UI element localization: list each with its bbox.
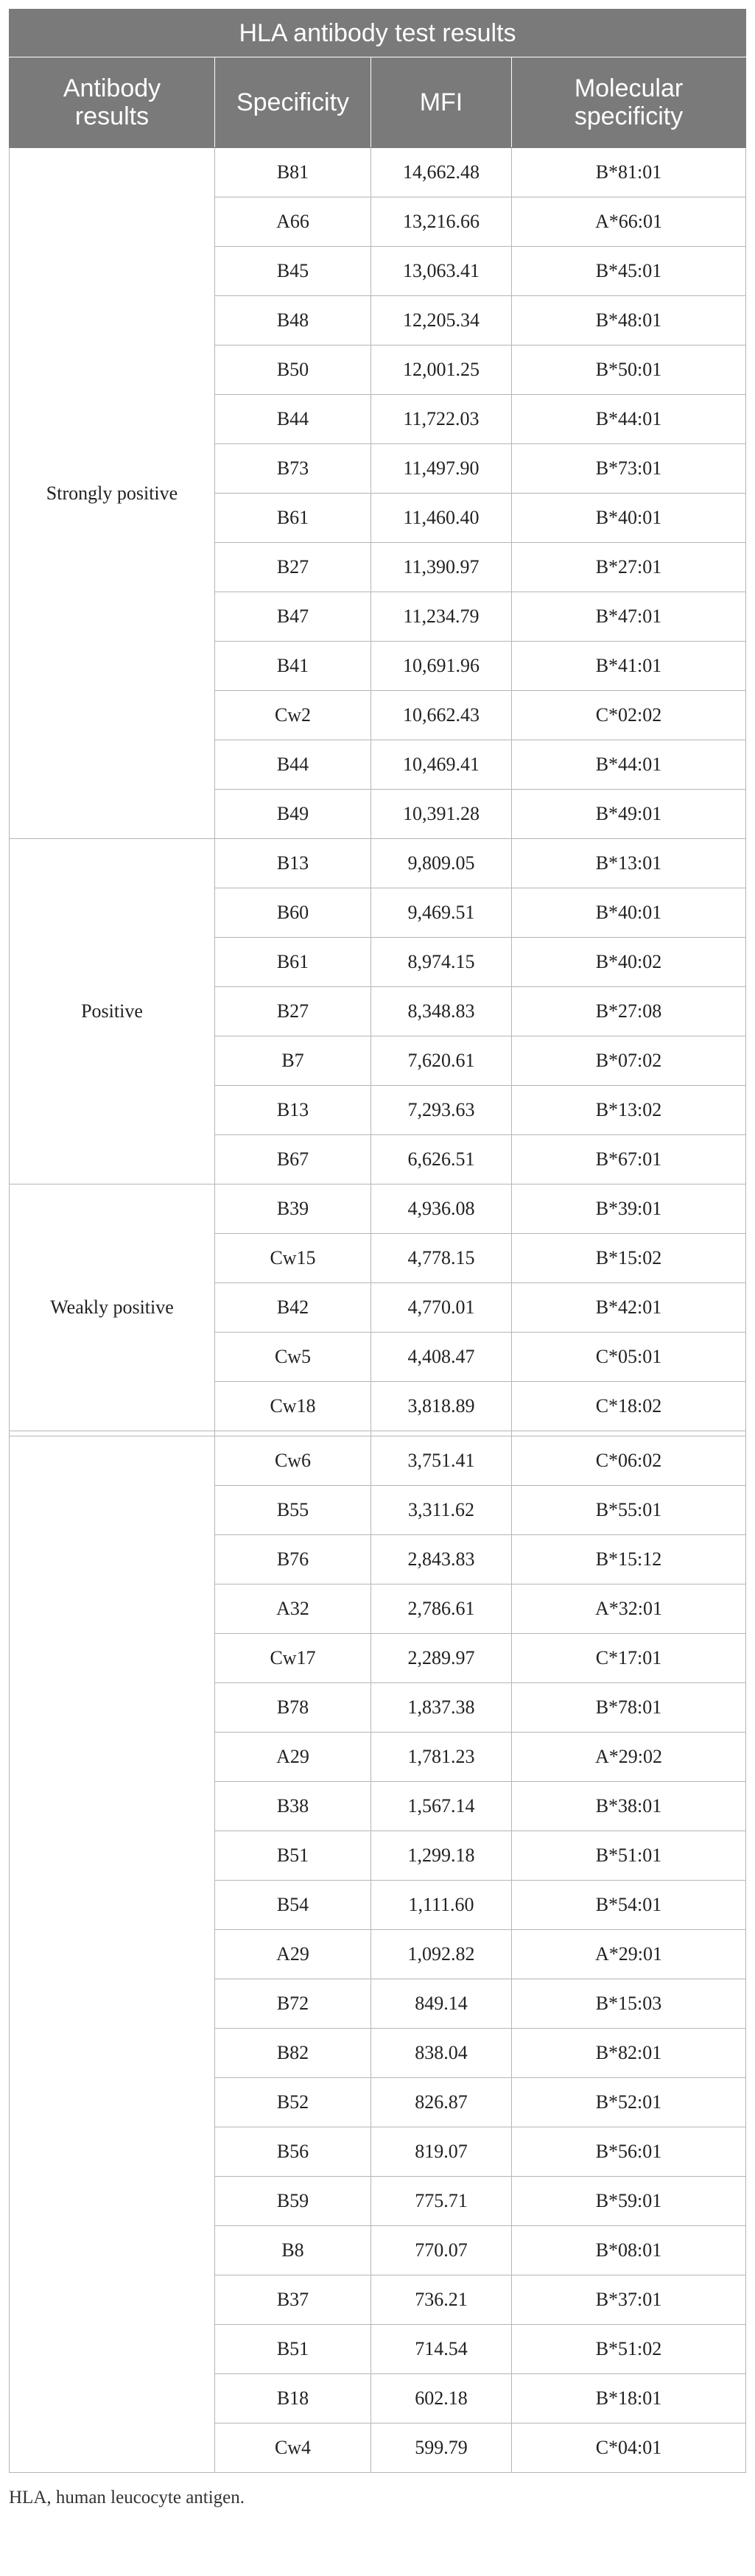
molecular-specificity-cell: B*44:01 (512, 395, 746, 444)
mfi-cell: 11,460.40 (371, 494, 512, 543)
mfi-cell: 7,293.63 (371, 1086, 512, 1135)
mfi-cell: 13,063.41 (371, 247, 512, 296)
mfi-cell: 3,818.89 (371, 1382, 512, 1431)
molecular-specificity-cell: B*81:01 (512, 148, 746, 197)
molecular-specificity-cell: B*13:01 (512, 839, 746, 888)
molecular-specificity-cell: B*07:02 (512, 1036, 746, 1086)
molecular-specificity-cell: B*82:01 (512, 2029, 746, 2078)
mfi-cell: 849.14 (371, 1979, 512, 2029)
mfi-cell: 599.79 (371, 2424, 512, 2473)
header-molecular-line2: specificity (574, 102, 684, 130)
specificity-cell: Cw4 (215, 2424, 371, 2473)
specificity-cell: B8 (215, 2226, 371, 2275)
mfi-cell: 10,391.28 (371, 790, 512, 839)
specificity-cell: B13 (215, 1086, 371, 1135)
molecular-specificity-cell: A*29:02 (512, 1733, 746, 1782)
mfi-cell: 838.04 (371, 2029, 512, 2078)
specificity-cell: B38 (215, 1782, 371, 1831)
mfi-cell: 770.07 (371, 2226, 512, 2275)
specificity-cell: Cw15 (215, 1234, 371, 1283)
molecular-specificity-cell: B*15:12 (512, 1535, 746, 1584)
mfi-cell: 4,770.01 (371, 1283, 512, 1333)
molecular-specificity-cell: B*39:01 (512, 1185, 746, 1234)
mfi-cell: 1,299.18 (371, 1831, 512, 1881)
molecular-specificity-cell: B*40:02 (512, 938, 746, 987)
molecular-specificity-cell: C*05:01 (512, 1333, 746, 1382)
molecular-specificity-cell: B*18:01 (512, 2374, 746, 2424)
molecular-specificity-cell: B*44:01 (512, 740, 746, 790)
mfi-cell: 12,001.25 (371, 345, 512, 395)
table-row (10, 839, 746, 888)
separator-cell (512, 1431, 746, 1436)
header-mfi: MFI (371, 57, 512, 148)
molecular-specificity-cell: B*54:01 (512, 1881, 746, 1930)
mfi-cell: 9,469.51 (371, 888, 512, 938)
table-row (10, 148, 746, 197)
specificity-cell: B78 (215, 1683, 371, 1733)
molecular-specificity-cell: B*37:01 (512, 2275, 746, 2325)
mfi-cell: 2,843.83 (371, 1535, 512, 1584)
mfi-cell: 10,469.41 (371, 740, 512, 790)
separator-cell (215, 1431, 371, 1436)
mfi-cell: 12,205.34 (371, 296, 512, 345)
specificity-cell: B73 (215, 444, 371, 494)
specificity-cell: B42 (215, 1283, 371, 1333)
specificity-cell: B44 (215, 740, 371, 790)
hla-results-table (9, 9, 746, 2473)
mfi-cell: 775.71 (371, 2177, 512, 2226)
mfi-cell: 11,497.90 (371, 444, 512, 494)
mfi-cell: 1,781.23 (371, 1733, 512, 1782)
table-title: HLA antibody test results (10, 10, 746, 57)
specificity-cell: B54 (215, 1881, 371, 1930)
specificity-cell: B47 (215, 592, 371, 642)
specificity-cell: Cw6 (215, 1436, 371, 1486)
molecular-specificity-cell: B*52:01 (512, 2078, 746, 2127)
specificity-cell: B37 (215, 2275, 371, 2325)
antibody-result-group: Weakly positive (10, 1185, 215, 1431)
specificity-cell: B56 (215, 2127, 371, 2177)
mfi-cell: 2,786.61 (371, 1584, 512, 1634)
mfi-cell: 10,691.96 (371, 642, 512, 691)
specificity-cell: B50 (215, 345, 371, 395)
specificity-cell: Cw18 (215, 1382, 371, 1431)
molecular-specificity-cell: C*04:01 (512, 2424, 746, 2473)
specificity-cell: B27 (215, 987, 371, 1036)
specificity-cell: Cw5 (215, 1333, 371, 1382)
specificity-cell: B51 (215, 1831, 371, 1881)
molecular-specificity-cell: B*42:01 (512, 1283, 746, 1333)
molecular-specificity-cell: B*49:01 (512, 790, 746, 839)
mfi-cell: 6,626.51 (371, 1135, 512, 1185)
table-row (10, 1436, 746, 1486)
specificity-cell: B60 (215, 888, 371, 938)
molecular-specificity-cell: B*56:01 (512, 2127, 746, 2177)
mfi-cell: 8,974.15 (371, 938, 512, 987)
molecular-specificity-cell: B*48:01 (512, 296, 746, 345)
specificity-cell: B51 (215, 2325, 371, 2374)
specificity-cell: A66 (215, 197, 371, 247)
mfi-cell: 4,778.15 (371, 1234, 512, 1283)
molecular-specificity-cell: C*17:01 (512, 1634, 746, 1683)
mfi-cell: 4,936.08 (371, 1185, 512, 1234)
molecular-specificity-cell: B*78:01 (512, 1683, 746, 1733)
molecular-specificity-cell: B*15:03 (512, 1979, 746, 2029)
specificity-cell: A29 (215, 1733, 371, 1782)
group-separator (10, 1431, 746, 1436)
molecular-specificity-cell: B*67:01 (512, 1135, 746, 1185)
specificity-cell: B7 (215, 1036, 371, 1086)
table-footnote: HLA, human leucocyte antigen. (9, 2488, 245, 2507)
mfi-cell: 11,234.79 (371, 592, 512, 642)
header-antibody-results-line2: results (74, 102, 150, 130)
molecular-specificity-cell: C*02:02 (512, 691, 746, 740)
mfi-cell: 3,751.41 (371, 1436, 512, 1486)
molecular-specificity-cell: B*13:02 (512, 1086, 746, 1135)
molecular-specificity-cell: B*40:01 (512, 494, 746, 543)
specificity-cell: Cw17 (215, 1634, 371, 1683)
specificity-cell: B59 (215, 2177, 371, 2226)
header-antibody-results-line1: Antibody (63, 74, 161, 102)
specificity-cell: B18 (215, 2374, 371, 2424)
table-row (10, 1185, 746, 1234)
molecular-specificity-cell: B*59:01 (512, 2177, 746, 2226)
specificity-cell: B61 (215, 938, 371, 987)
mfi-cell: 1,567.14 (371, 1782, 512, 1831)
mfi-cell: 714.54 (371, 2325, 512, 2374)
mfi-cell: 736.21 (371, 2275, 512, 2325)
separator-cell (10, 1431, 215, 1436)
specificity-cell: B41 (215, 642, 371, 691)
header-molecular-line1: Molecular (574, 74, 684, 102)
table-body (10, 148, 746, 2473)
separator-cell (371, 1431, 512, 1436)
specificity-cell: B48 (215, 296, 371, 345)
molecular-specificity-cell: B*27:08 (512, 987, 746, 1036)
mfi-cell: 602.18 (371, 2374, 512, 2424)
molecular-specificity-cell: B*73:01 (512, 444, 746, 494)
molecular-specificity-cell: B*41:01 (512, 642, 746, 691)
specificity-cell: B72 (215, 1979, 371, 2029)
mfi-cell: 2,289.97 (371, 1634, 512, 1683)
specificity-cell: B82 (215, 2029, 371, 2078)
specificity-cell: B13 (215, 839, 371, 888)
specificity-cell: B67 (215, 1135, 371, 1185)
mfi-cell: 14,662.48 (371, 148, 512, 197)
specificity-cell: B52 (215, 2078, 371, 2127)
molecular-specificity-cell: B*40:01 (512, 888, 746, 938)
specificity-cell: B76 (215, 1535, 371, 1584)
mfi-cell: 1,092.82 (371, 1930, 512, 1979)
specificity-cell: B81 (215, 148, 371, 197)
mfi-cell: 11,722.03 (371, 395, 512, 444)
specificity-cell: A29 (215, 1930, 371, 1979)
molecular-specificity-cell: B*55:01 (512, 1486, 746, 1535)
specificity-cell: B39 (215, 1185, 371, 1234)
mfi-cell: 4,408.47 (371, 1333, 512, 1382)
specificity-cell: B44 (215, 395, 371, 444)
mfi-cell: 1,111.60 (371, 1881, 512, 1930)
molecular-specificity-cell: B*50:01 (512, 345, 746, 395)
mfi-cell: 9,809.05 (371, 839, 512, 888)
molecular-specificity-cell: B*45:01 (512, 247, 746, 296)
molecular-specificity-cell: C*18:02 (512, 1382, 746, 1431)
header-specificity: Specificity (215, 57, 371, 148)
molecular-specificity-cell: B*08:01 (512, 2226, 746, 2275)
molecular-specificity-cell: A*66:01 (512, 197, 746, 247)
mfi-cell: 10,662.43 (371, 691, 512, 740)
antibody-result-group (10, 1436, 215, 2473)
specificity-cell: B55 (215, 1486, 371, 1535)
mfi-cell: 819.07 (371, 2127, 512, 2177)
antibody-result-group: Positive (10, 839, 215, 1185)
specificity-cell: B27 (215, 543, 371, 592)
mfi-cell: 3,311.62 (371, 1486, 512, 1535)
molecular-specificity-cell: B*27:01 (512, 543, 746, 592)
specificity-cell: B61 (215, 494, 371, 543)
molecular-specificity-cell: A*32:01 (512, 1584, 746, 1634)
header-antibody-results (10, 57, 215, 148)
mfi-cell: 1,837.38 (371, 1683, 512, 1733)
molecular-specificity-cell: B*51:01 (512, 1831, 746, 1881)
specificity-cell: B49 (215, 790, 371, 839)
header-molecular-specificity (512, 57, 746, 148)
molecular-specificity-cell: B*15:02 (512, 1234, 746, 1283)
antibody-result-group: Strongly positive (10, 148, 215, 839)
molecular-specificity-cell: C*06:02 (512, 1436, 746, 1486)
molecular-specificity-cell: A*29:01 (512, 1930, 746, 1979)
mfi-cell: 826.87 (371, 2078, 512, 2127)
table-container (9, 9, 745, 2508)
mfi-cell: 11,390.97 (371, 543, 512, 592)
specificity-cell: Cw2 (215, 691, 371, 740)
molecular-specificity-cell: B*47:01 (512, 592, 746, 642)
molecular-specificity-cell: B*38:01 (512, 1782, 746, 1831)
molecular-specificity-cell: B*51:02 (512, 2325, 746, 2374)
mfi-cell: 7,620.61 (371, 1036, 512, 1086)
specificity-cell: A32 (215, 1584, 371, 1634)
mfi-cell: 8,348.83 (371, 987, 512, 1036)
mfi-cell: 13,216.66 (371, 197, 512, 247)
specificity-cell: B45 (215, 247, 371, 296)
